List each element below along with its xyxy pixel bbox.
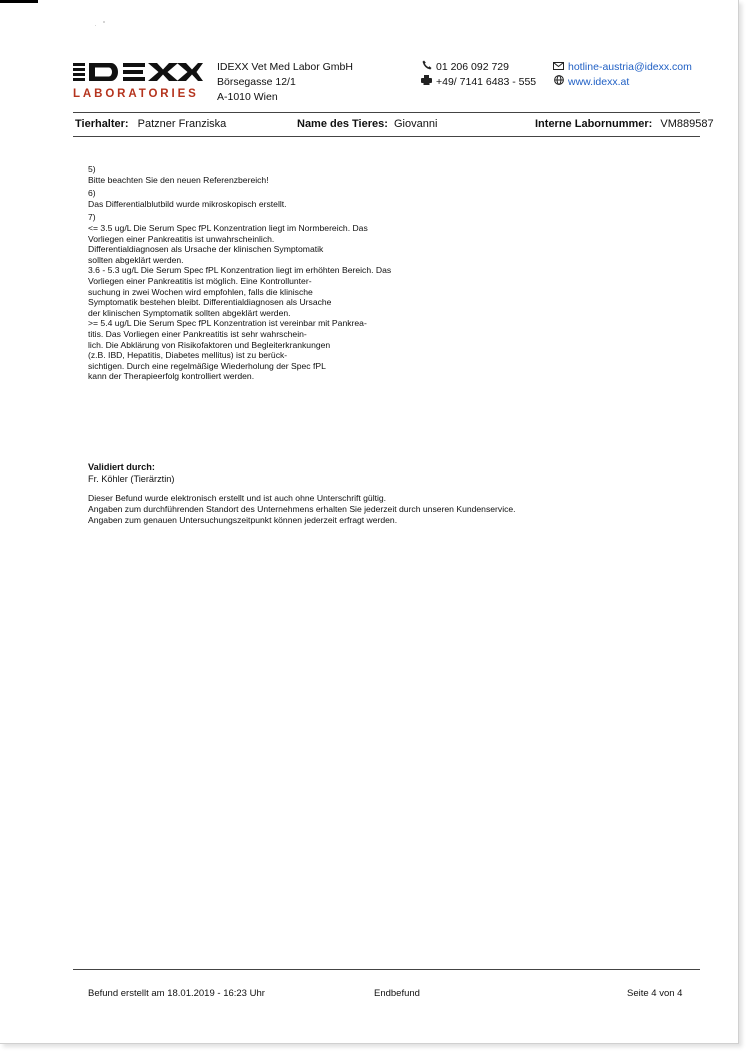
city: A-1010 Wien [217,91,278,103]
note-line: kann der Therapieerfolg kontrolliert werden. [88,371,255,382]
notes-section [88,164,608,382]
footer-status: Endbefund [374,988,420,999]
disclaimer-line: Angaben zum durchführenden Standort des Unternehmens erhalten Sie jederzeit durch unseren Kundenservice. [88,504,516,515]
note-line: sichtigen. Durch eine regelmäßige Wiederholung der Spec fPL [88,360,326,371]
scan-speck [95,25,96,26]
note-line: 5) [88,164,96,174]
email-link[interactable]: hotline-austria@idexx.com [568,61,692,73]
scan-speck [103,21,105,23]
note-line: 6) [88,188,96,199]
note-line: 7) [88,212,96,223]
patient-info-bar [73,112,714,137]
disclaimer-line: Angaben zum genauen Untersuchungszeitpunkt können jederzeit erfragt werden. [88,515,398,526]
scan-corner-mark [0,0,38,3]
phone-icon [420,60,433,75]
street: Börsegasse 12/1 [217,76,296,88]
animal-field [297,118,437,130]
globe-icon [552,75,565,90]
disclaimer-block [88,493,516,527]
animal-label: Name des Tieres: [297,118,388,130]
lab-number-value: VM889587 [660,118,714,130]
validator-name: Fr. Köhler (Tierärztin) [88,473,175,484]
phone-number[interactable]: 01 206 092 729 [436,61,509,73]
note-line: (z.B. IBD, Hepatitis, Diabetes mellitus) ist zu berück- [88,350,288,361]
footer-created: Befund erstellt am 18.01.2019 - 16:23 Uhr [88,988,265,999]
note-line: <= 3.5 ug/L Die Serum Spec fPL Konzentration liegt im Normbereich. Das [88,222,368,233]
disclaimer-line: Dieser Befund wurde elektronisch erstellt und ist auch ohne Unterschrift gültig. [88,493,387,503]
animal-value: Giovanni [393,118,438,130]
note-line: Differentialdiagnosen als Ursache der klinischen Symptomatik [88,244,324,255]
note-line: der klinischen Symptomatik sollten abgeklärt werden. [88,307,291,318]
note-line: Das Differentialblutbild wurde mikroskopisch erstellt. [88,198,287,209]
envelope-icon [552,60,565,75]
logo-laboratories-text: LABORATORIES [73,88,199,100]
validation-block [88,462,174,485]
lab-address [217,60,353,105]
note-line: Bitte beachten Sie den neuen Referenzbereich! [88,174,269,185]
fax-icon [420,75,433,90]
owner-label: Tierhalter: [75,118,129,130]
note-line: Vorliegen einer Pankreatitis ist möglich. Eine Kontrollunter- [88,275,312,286]
note-line: Symptomatik bestehen bleibt. Differentialdiagnosen als Ursache [88,297,332,308]
lab-number-label: Interne Labornummer: [535,118,653,130]
lab-number-field [535,118,714,130]
contact-block [552,60,692,90]
note-line: Vorliegen einer Pankreatitis ist unwahrscheinlich. [88,233,275,244]
footer-divider [73,969,700,970]
note-line: >= 5.4 ug/L Die Serum Spec fPL Konzentration ist vereinbar mit Pankrea- [88,318,367,329]
owner-field [75,118,226,130]
note-line: lich. Die Abklärung von Risikofaktoren und Begleiterkrankungen [88,339,331,350]
phone-block [420,60,536,90]
note-line: suchung in zwei Wochen wird empfohlen, falls die klinische [88,286,313,297]
website-link[interactable]: www.idexx.at [568,76,630,88]
note-line: sollten abgeklärt werden. [88,254,184,265]
footer-page-number: Seite 4 von 4 [627,988,683,999]
note-line: 3.6 - 5.3 ug/L Die Serum Spec fPL Konzentration liegt im erhöhten Bereich. Das [88,265,392,276]
company-name: IDEXX Vet Med Labor GmbH [217,61,353,73]
fax-number[interactable]: +49/ 7141 6483 - 555 [436,76,537,88]
validation-title: Validiert durch: [88,462,155,472]
note-line: titis. Das Vorliegen einer Pankreatitis ist sehr wahrschein- [88,328,307,339]
owner-value: Patzner Franziska [137,118,227,130]
